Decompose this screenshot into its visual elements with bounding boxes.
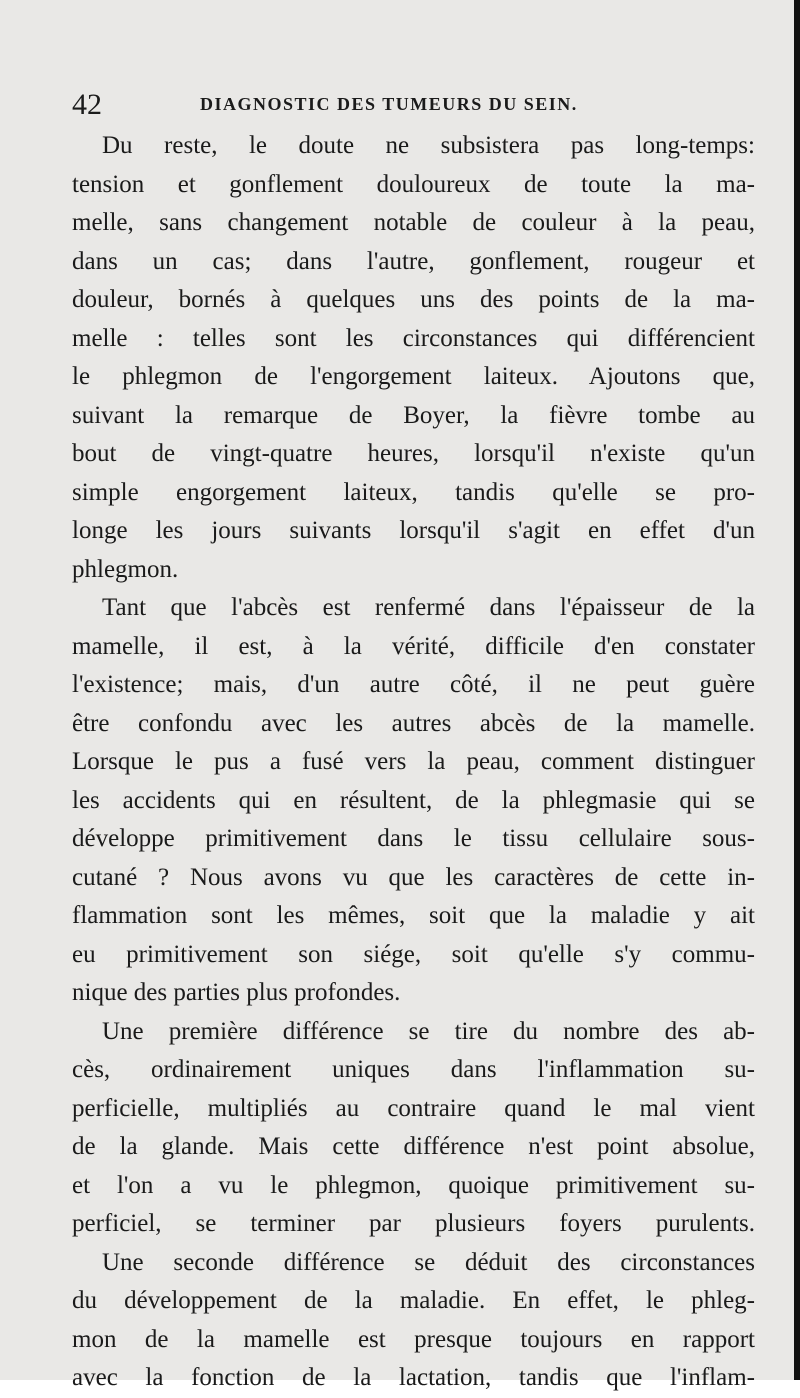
running-head: DIAGNOSTIC DES TUMEURS DU SEIN. <box>200 94 578 114</box>
paragraph <box>72 1013 755 1244</box>
text-line: melle, sans changement notable de couleur à la peau, <box>72 209 755 236</box>
text-line: simple engorgement laiteux, tandis qu'elle se pro- <box>72 478 755 506</box>
text-line: eu primitivement son siége, soit qu'elle s'y commu- <box>72 940 755 968</box>
text-line: perficiel, se terminer par plusieurs foyers purulents. <box>72 1210 755 1237</box>
text-line: bout de vingt-quatre heures, lorsqu'il n'existe qu'un <box>72 440 755 467</box>
paragraph <box>72 589 755 1013</box>
text-line: de la glande. Mais cette différence n'est point absolue, <box>72 1133 755 1160</box>
text-line: phlegmon. <box>72 555 179 583</box>
text-line: cutané ? Nous avons vu que les caractères de cette in- <box>72 863 755 891</box>
text-line: tension et gonflement douloureux de toute la ma- <box>72 170 755 198</box>
paragraph <box>72 127 755 589</box>
text-line: et l'on a vu le phlegmon, quoique primitivement su- <box>72 1171 755 1199</box>
text-line: mamelle, il est, à la vérité, difficile d'en constater <box>72 632 755 660</box>
text-line: Tant que l'abcès est renfermé dans l'épaisseur de la <box>102 594 755 621</box>
text-line: dans un cas; dans l'autre, gonflement, rougeur et <box>72 247 755 275</box>
text-line: Lorsque le pus a fusé vers la peau, comment distinguer <box>72 748 755 775</box>
text-line: Une seconde différence se déduit des circonstances <box>102 1248 755 1276</box>
text-line: Du reste, le doute ne subsistera pas long-temps: <box>102 132 755 159</box>
text-line: les accidents qui en résultent, de la phlegmasie qui se <box>72 786 755 814</box>
text-line: mon de la mamelle est presque toujours en rapport <box>72 1325 755 1353</box>
text-line: nique des parties plus profondes. <box>72 979 401 1006</box>
text-line: Une première différence se tire du nombre des ab- <box>102 1017 755 1045</box>
text-line: melle : telles sont les circonstances qui différencient <box>72 324 755 352</box>
text-line: le phlegmon de l'engorgement laiteux. Ajoutons que, <box>72 363 755 390</box>
text-line: perficielle, multipliés au contraire quand le mal vient <box>72 1094 755 1122</box>
text-line: du développement de la maladie. En effet, le phleg- <box>72 1287 755 1314</box>
text-line: suivant la remarque de Boyer, la fièvre tombe au <box>72 401 755 429</box>
text-line: être confondu avec les autres abcès de la mamelle. <box>72 709 755 737</box>
text-line: développe primitivement dans le tissu cellulaire sous- <box>72 825 755 852</box>
text-line: longe les jours suivants lorsqu'il s'agit en effet d'un <box>72 517 755 544</box>
page-header <box>72 88 762 120</box>
text-line: flammation sont les mêmes, soit que la maladie y ait <box>72 902 755 929</box>
text-line: douleur, bornés à quelques uns des points de la ma- <box>72 286 755 313</box>
text-line: cès, ordinairement uniques dans l'inflammation su- <box>72 1056 755 1083</box>
text-line: l'existence; mais, d'un autre côté, il ne peut guère <box>72 671 755 698</box>
page-number: 42 <box>72 88 102 121</box>
text-line: avec la fonction de la lactation, tandis que l'inflam- <box>72 1364 755 1391</box>
paragraph <box>72 1244 755 1398</box>
body-text <box>72 127 755 1398</box>
